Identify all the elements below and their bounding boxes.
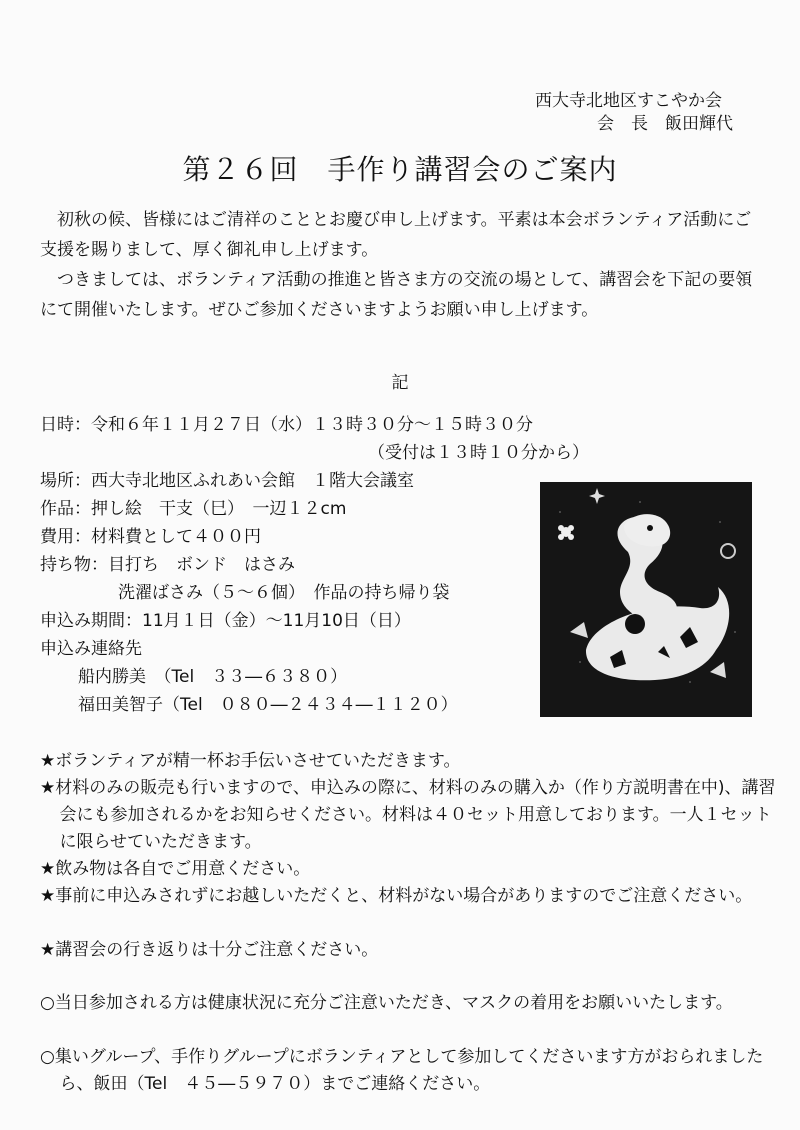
snake-artwork-image: [540, 482, 752, 717]
datetime-line: 日時：令和６年１１月２７日（水）１３時３０分～１５時３０分: [40, 415, 533, 435]
note-item-4: ★事前に申込みされずにお越しいただくと、材料がない場合がありますのでご注意ください。: [40, 886, 753, 906]
note-item-2: ★材料のみの販売も行いますので、申込みの際に、材料のみの購入か（作り方説明書在中)、講習会にも参加されるかをお知らせください。材料は４０セット用意しております。一人１セットに限らせていただきます。: [40, 778, 776, 852]
note-item-3: ★飲み物は各自でご用意ください。: [40, 859, 311, 879]
cost-line: 費用：材料費として４００円: [40, 527, 261, 547]
intro-paragraph-1: 初秋の候、皆様にはご清祥のこととお慶び申し上げます。平素は本会ボランティア活動にご支援を賜りまして、厚く御礼申し上げます。: [40, 210, 752, 260]
page-title: 第２６回 手作り講習会のご案内: [182, 153, 618, 186]
contact-line-2: 福田美智子（Tel ０８０―２４３４―１１２０）: [78, 695, 458, 715]
contact-line-1: 船内勝美 （Tel ３３―６３８０）: [78, 667, 348, 687]
organization-name: 西大寺北地区すこやか会: [535, 91, 722, 111]
ki-heading: 記: [391, 373, 409, 393]
place-line: 場所：西大寺北地区ふれあい会館 １階大会議室: [40, 471, 414, 491]
intro-paragraph-2: つきましては、ボランティア活動の推進と皆さま方の交流の場として、講習会を下記の要領にて開催いたします。ぜひご参加くださいますようお願い申し上げます。: [40, 270, 753, 320]
note-item-5: ★講習会の行き返りは十分ご注意ください。: [40, 940, 379, 960]
snake-illustration: [540, 482, 752, 717]
contact-heading: 申込み連絡先: [40, 639, 142, 659]
reception-line: （受付は１３時１０分から）: [368, 443, 589, 463]
period-line: 申込み期間：11月１日（金）～11月10日（日）: [40, 611, 411, 631]
president-name: 会 長 飯田輝代: [597, 114, 733, 134]
note-item-1: ★ボランティアが精一杯お手伝いさせていただきます。: [40, 751, 461, 771]
extra-item-2: ○集いグループ、手作りグループにボランティアとして参加してくださいます方がおられましたら、飯田（Tel ４５―５９７０）までご連絡ください。: [40, 1047, 764, 1094]
work-line: 作品：押し絵 干支（巳） 一辺１２cm: [40, 499, 347, 519]
items-line-1: 持ち物：目打ち ボンド はさみ: [40, 555, 295, 575]
extra-item-1: ○当日参加される方は健康状況に充分ご注意いただき、マスクの着用をお願いいたします。: [40, 993, 733, 1013]
items-line-2: 洗濯ばさみ（５～６個） 作品の持ち帰り袋: [118, 583, 450, 603]
